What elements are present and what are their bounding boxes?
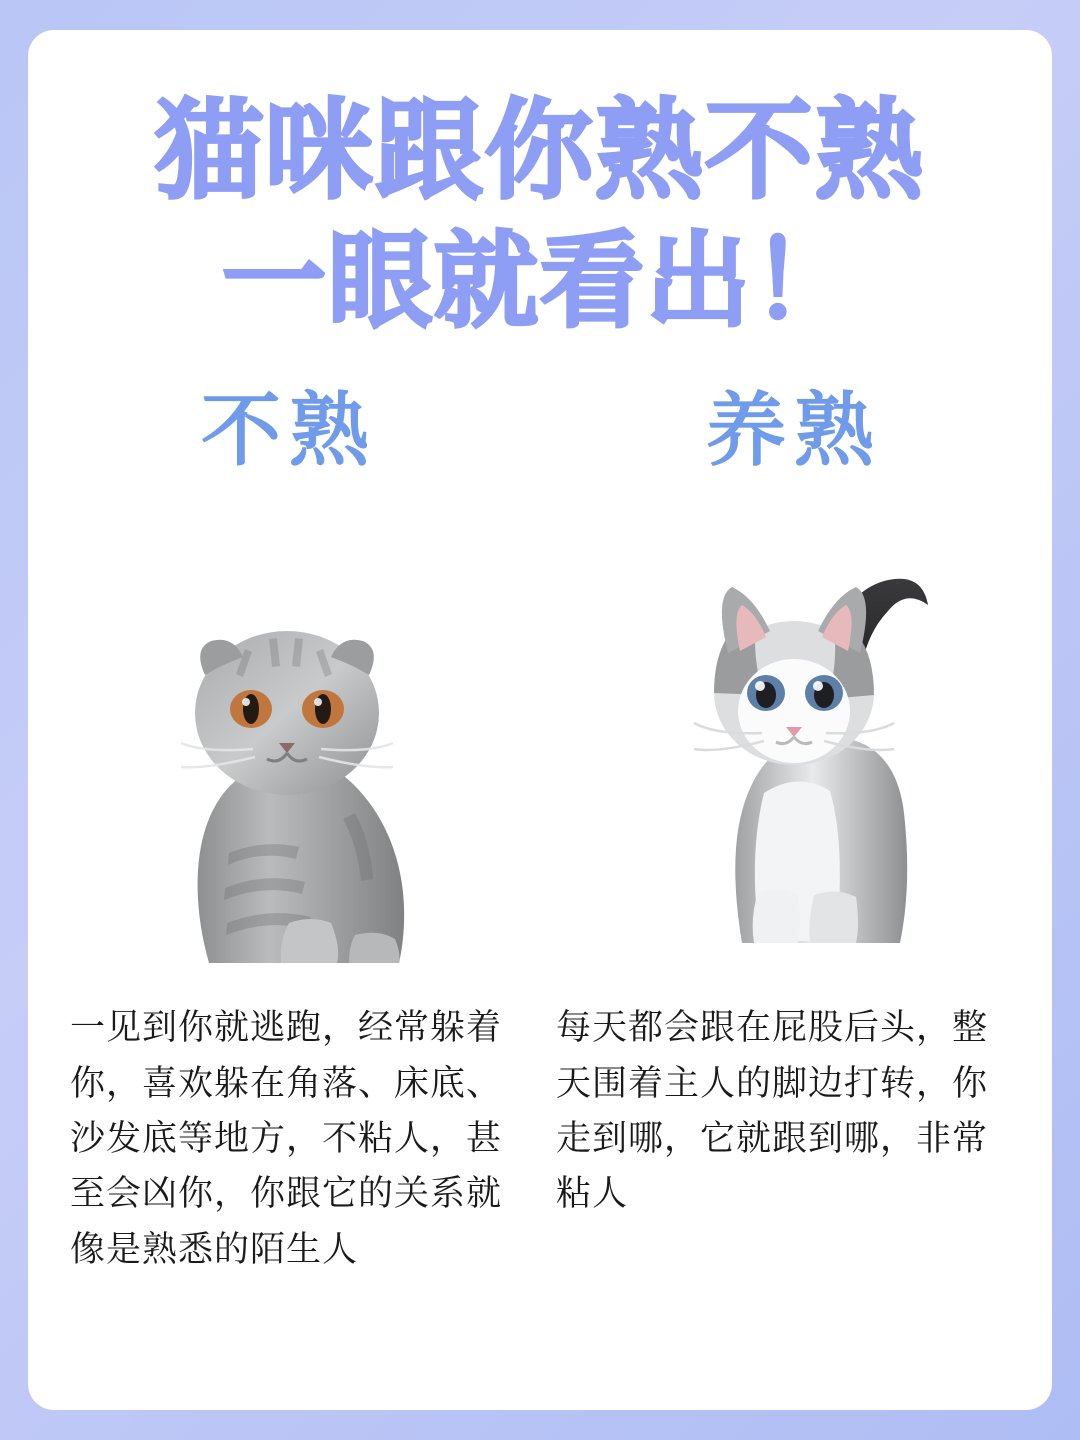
comparison-columns [28,384,1052,963]
column-heading-right: 养熟 [706,384,882,478]
cat-image-right [540,533,1052,963]
column-heading-left: 不熟 [201,384,377,478]
standing-kitten-icon [646,543,946,963]
description-right: 每天都会跟在屁股后头，整天围着主人的脚边打转，你走到哪，它就跟到哪，非常粘人 [556,1008,989,1215]
page-title [28,30,1052,342]
cat-image-left [28,533,540,963]
title-line-2: 一眼就看出！ [221,219,858,342]
description-left: 一见到你就逃跑，经常躲着你，喜欢躲在角落、床底、沙发底等地方，不粘人，甚至会凶你，你跟它的关系就像是熟悉的陌生人 [70,1008,503,1270]
column-not-familiar [28,384,540,963]
poster-card [28,30,1052,1410]
sitting-cat-icon [119,563,449,963]
title-line-1: 猫咪跟你熟不熟 [154,89,925,214]
descriptions [28,1001,1052,1277]
column-familiar [540,384,1052,963]
